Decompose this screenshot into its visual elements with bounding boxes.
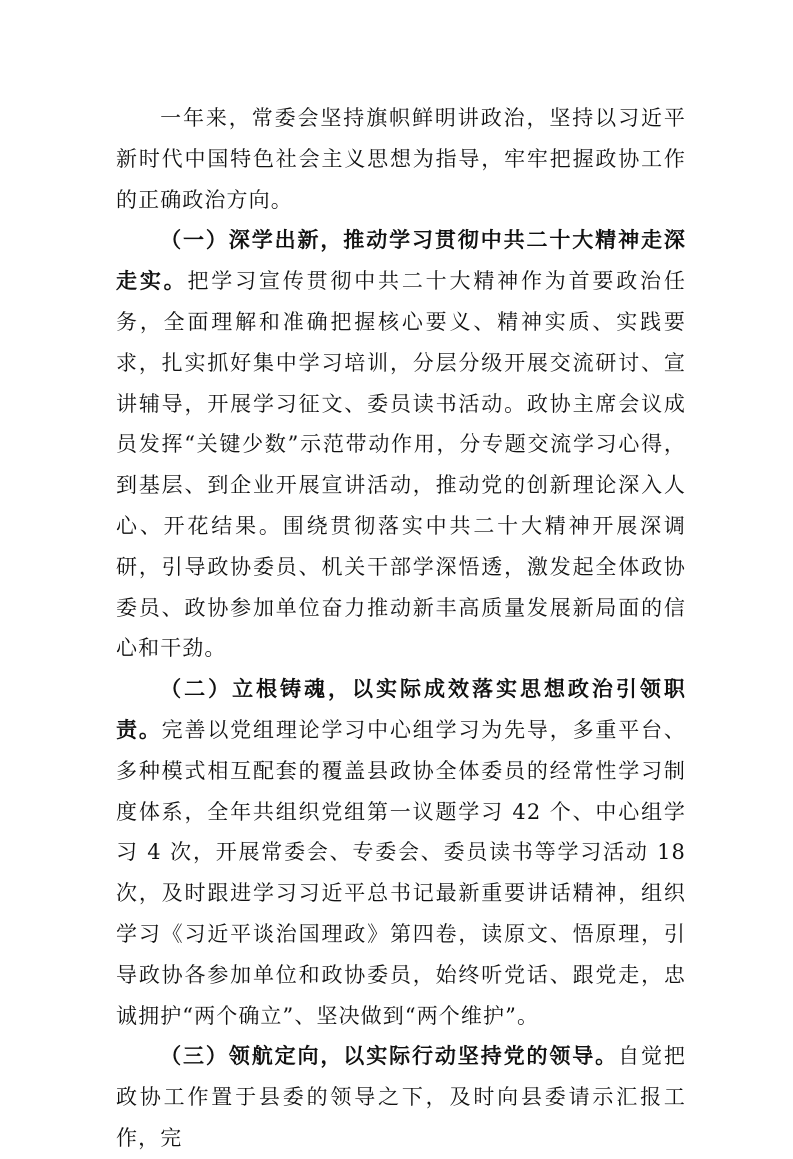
intro-paragraph — [116, 98, 686, 220]
section-three-text: 自觉把政协工作置于县委的领导之下，及时向县委请示汇报工作，完 — [116, 1044, 686, 1150]
section-one-heading: （一）深学出新，推动学习贯彻中共二十大精神走深走实。 — [116, 228, 686, 294]
section-three-heading: （三）领航定向，以实际行动坚持党的领导。 — [160, 1044, 619, 1069]
section-one-paragraph — [116, 220, 686, 669]
paragraph-text: 一年来，常委会坚持旗帜鲜明讲政治，坚持以习近平新时代中国特色社会主义思想为指导，牢牢把握政协工作的正确政治方向。 — [116, 106, 686, 212]
section-two-text: 完善以党组理论学习中心组学习为先导，多重平台、多种模式相互配套的覆盖县政协全体委员的经常性学习制度体系，全年共组织党组第一议题学习 42 个、中心组学习 4 次，开展常委会、专委会、委员读书等学习活动 18 次，及时跟进学习习近平总书记最新重要讲话精神，组织学习《习近平谈治国理政》第四卷，读原文、悟原理，引导政协各参加单位和政协委员，始终听党话、跟党走，忠诚拥护“两个确立”、坚决做到“两个维护”。 — [116, 717, 686, 1028]
section-two-heading: （二）立根铸魂，以实际成效落实思想政治引领职责。 — [116, 677, 686, 742]
section-three-paragraph — [116, 1036, 686, 1158]
section-two-paragraph — [116, 669, 686, 1036]
section-one-text: 把学习宣传贯彻中共二十大精神作为首要政治任务，全面理解和准确把握核心要义、精神实质、实践要求，扎实抓好集中学习培训，分层分级开展交流研讨、宣讲辅导，开展学习征文、委员读书活动。政协主席会议成员发挥“关键少数”示范带动作用，分专题交流学习心得，到基层、到企业开展宣讲活动，推动党的创新理论深入人心、开花结果。围绕贯彻落实中共二十大精神开展深调研，引导政协委员、机关干部学深悟透，激发起全体政协委员、政协参加单位奋力推动新丰高质量发展新局面的信心和干劲。 — [116, 269, 686, 661]
document-body — [116, 98, 686, 1159]
